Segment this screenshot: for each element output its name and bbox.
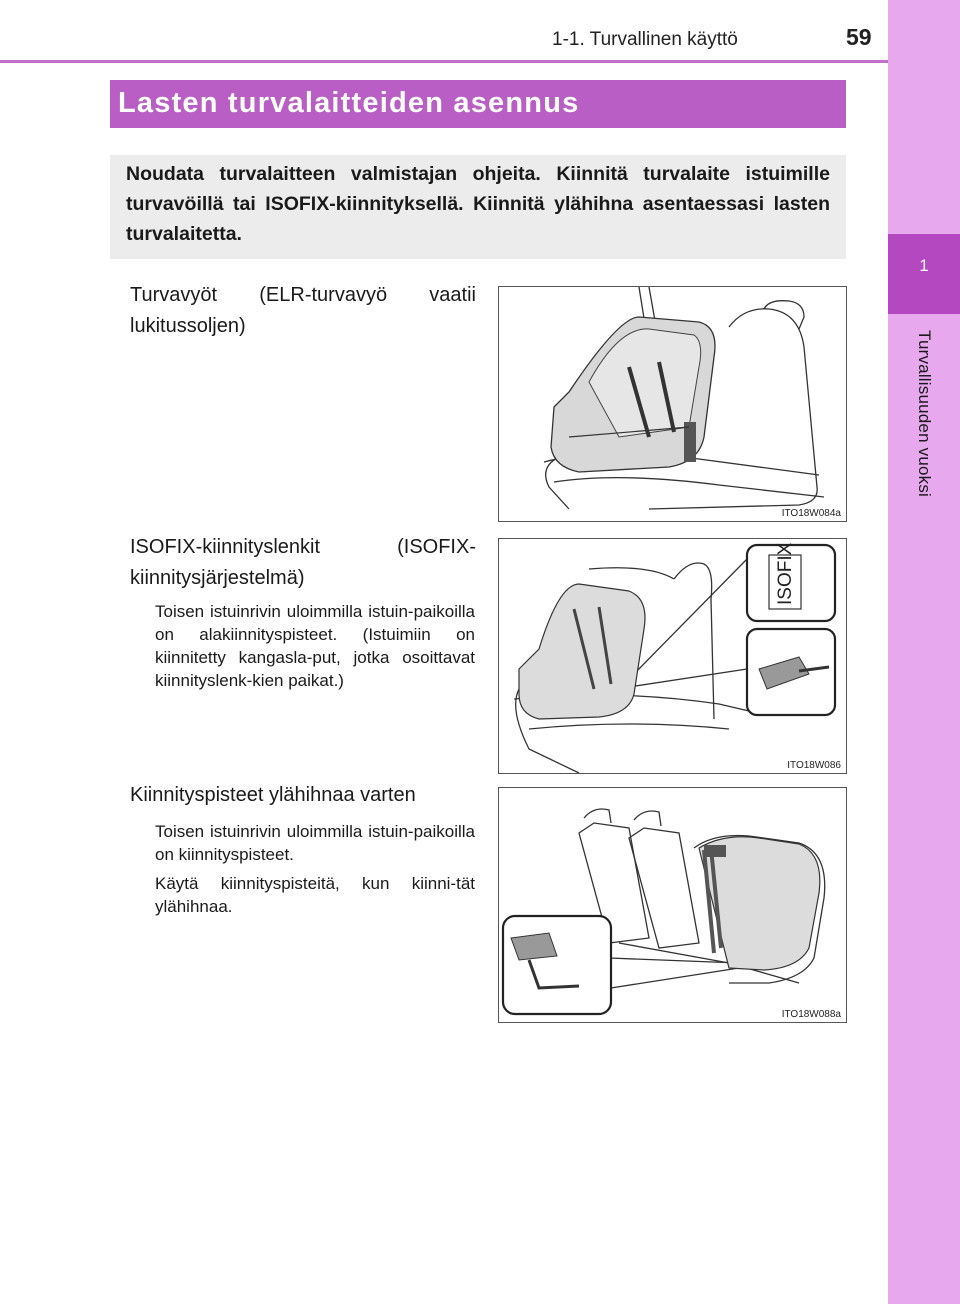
child-seat-belt-illustration xyxy=(499,287,846,521)
isofix-description: Toisen istuinrivin uloimmilla istuin-paikoilla on alakiinnityspisteet. (Istuimiin on kiinnitetty kangasla-put, jotka osoittavat kiinnityslenk-kien paikat.) xyxy=(155,602,475,690)
tether-usage: Käytä kiinnityspisteitä, kun kiinni-tät ylähihnaa. xyxy=(155,874,475,916)
tether-description: Toisen istuinrivin uloimmilla istuin-paikoilla on kiinnityspisteet. xyxy=(155,822,475,864)
item-body-isofix xyxy=(155,600,475,698)
figure-code: ITO18W084a xyxy=(781,508,841,519)
item-heading-top-tether: Kiinnityspisteet ylähihnaa varten xyxy=(130,784,416,806)
isofix-illustration xyxy=(499,539,846,773)
section-title-bar xyxy=(110,80,846,128)
item-heading-isofix: ISOFIX-kiinnityslenkit (ISOFIX-kiinnitysjärjestelmä) xyxy=(130,536,476,589)
section-title: Lasten turvalaitteiden asennus xyxy=(118,87,580,119)
page-number: 59 xyxy=(846,24,872,50)
isofix-label: ISOFIX xyxy=(775,542,796,605)
figure-top-tether-anchors xyxy=(498,787,847,1023)
top-tether-illustration xyxy=(499,788,846,1022)
chapter-title: Turvallisuuden vuoksi xyxy=(915,330,934,498)
chapter-side-tab xyxy=(888,0,960,1304)
intro-text: Noudata turvalaitteen valmistajan ohjeita. Kiinnitä turvalaite istuimille turvavöillä tai ISOFIX-kiinnityksellä. Kiinnitä ylähihna asentaessasi lasten turvalaitetta. xyxy=(126,163,830,245)
figure-isofix-installation xyxy=(498,538,847,774)
figure-code: ITO18W088a xyxy=(781,1009,841,1020)
figure-seat-belt-installation xyxy=(498,286,847,522)
item-body-top-tether xyxy=(155,820,475,924)
header-rule xyxy=(0,60,888,63)
chapter-number: 1 xyxy=(919,256,929,275)
item-heading-seat-belts: Turvavyöt (ELR-turvavyö vaatii lukitussoljen) xyxy=(130,284,476,337)
running-head: 1-1. Turvallinen käyttö xyxy=(552,29,738,50)
figure-code: ITO18W086 xyxy=(787,760,841,771)
intro-box xyxy=(110,155,846,259)
